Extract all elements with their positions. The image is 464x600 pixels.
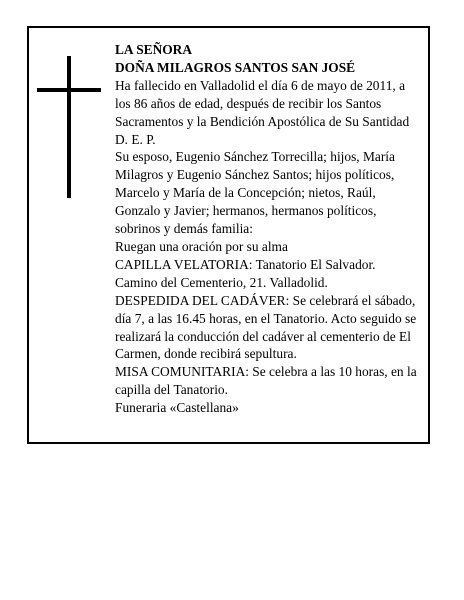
- community-mass-info: MISA COMUNITARIA: Se celebra a las 10 horas, en la capilla del Tanatorio.: [115, 364, 417, 398]
- wake-chapel-info: CAPILLA VELATORIA: Tanatorio El Salvador. Camino del Cementerio, 21. Valladolid.: [115, 256, 376, 290]
- deceased-name: DOÑA MILAGROS SANTOS SAN JOSÉ: [115, 59, 356, 75]
- notice-body: [115, 41, 420, 417]
- notice-title: LA SEÑORA: [115, 42, 193, 57]
- family-paragraph: Su esposo, Eugenio Sánchez Torrecilla; hijos, María Milagros y Eugenio Sánchez Santos; hijos políticos, Marcelo y María de la Concepción; nietos, Raúl, Gonzalo y Javier; hermanos, hermanos políticos, sobrinos y demás familia:: [115, 149, 395, 237]
- cross-vertical-bar: [67, 56, 71, 198]
- funeral-home: Funeraria «Castellana»: [115, 400, 239, 416]
- cross-horizontal-bar: [37, 88, 101, 92]
- obituary-notice: [27, 26, 430, 444]
- farewell-info: DESPEDIDA DEL CADÁVER: Se celebrará el sábado, día 7, a las 16.45 horas, en el Tanatorio. Acto seguido se realizará la conducción del cadáver al cementerio de El Carmen, donde recibirá sepultura.: [115, 292, 417, 362]
- prayer-request: Ruegan una oración por su alma: [115, 238, 288, 254]
- death-paragraph: Ha fallecido en Valladolid el día 6 de mayo de 2011, a los 86 años de edad, después de recibir los Santos Sacramentos y la Bendición Apostólica de Su Santidad D. E. P.: [115, 77, 410, 147]
